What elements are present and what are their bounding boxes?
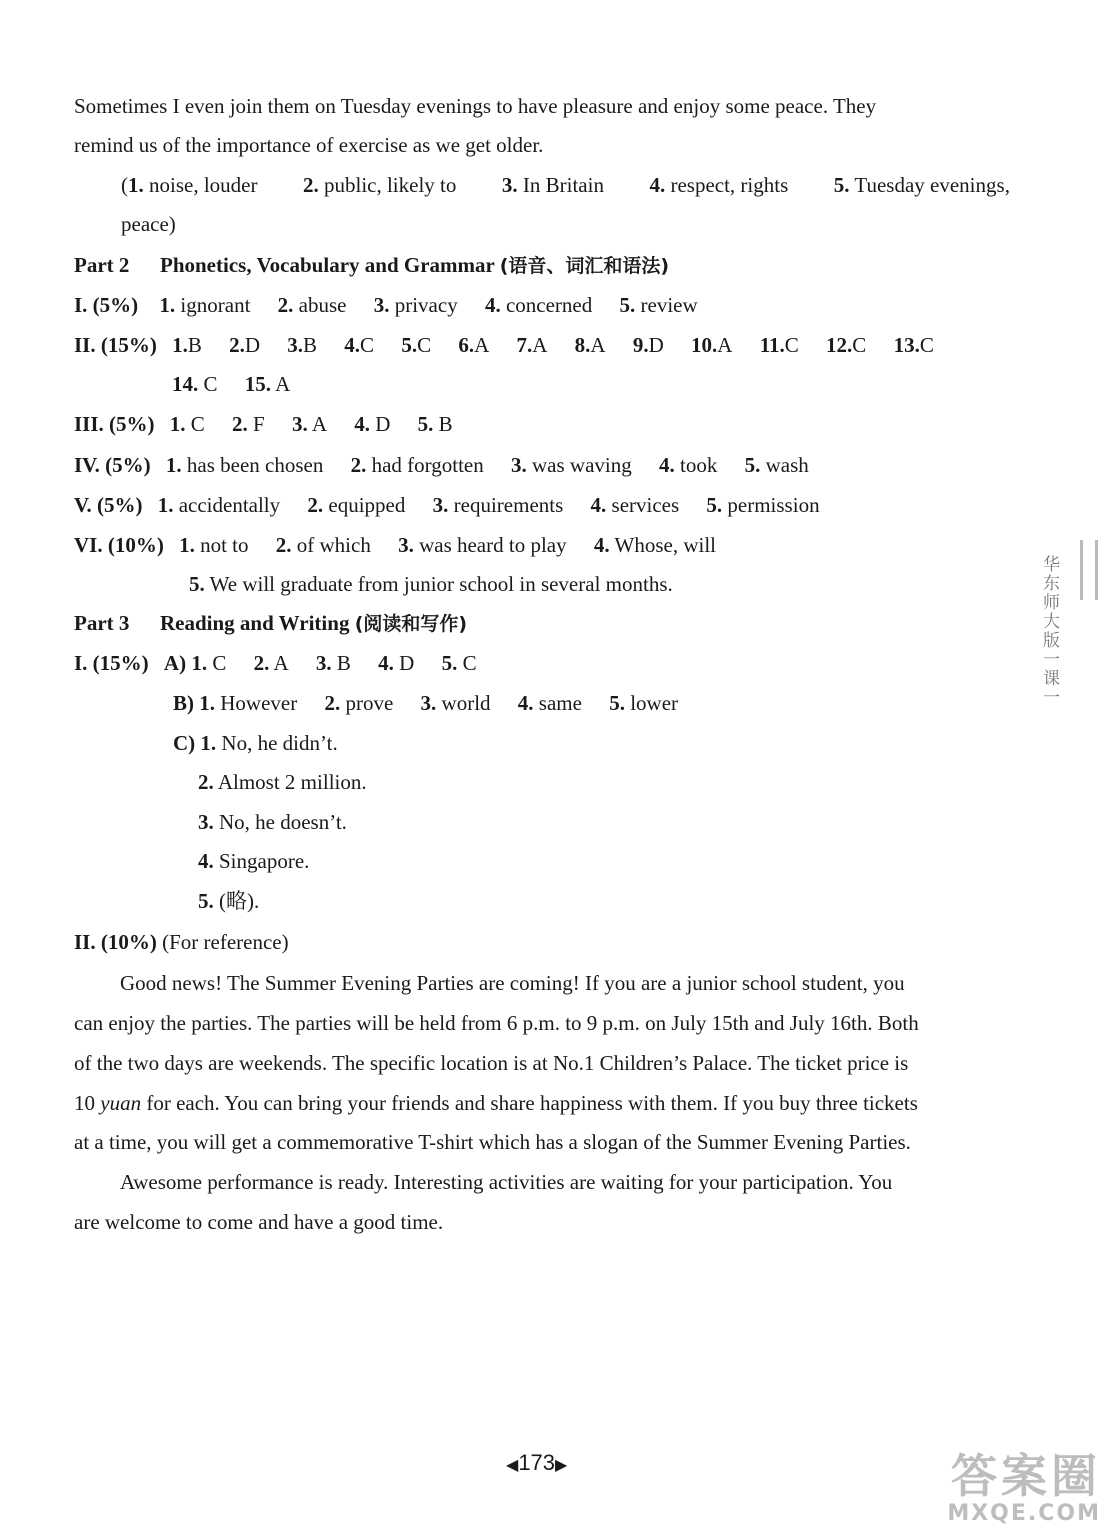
part3-section-1-c3: 3. No, he doesn’t. (198, 810, 347, 834)
watermark-logo: 答案圈 MXQE.COM (947, 1449, 1101, 1526)
intro-line-2: remind us of the importance of exercise as we get older. (74, 133, 544, 157)
part2-section-4: IV. (5%) 1. has been chosen 2. had forgotten 3. was waving 4. took 5. wash (74, 453, 809, 477)
part2-section-6: VI. (10%) 1. not to 2. of which 3. was heard to play 4. Whose, will (74, 533, 716, 557)
page-number: ◀173▶ (506, 1450, 568, 1475)
summary-item: 3. In Britain (501, 173, 604, 197)
summary-answers (121, 172, 1010, 198)
part3-heading: Part 3 Reading and Writing (阅读和写作) (74, 611, 468, 635)
summary-item: 4. respect, rights (649, 173, 789, 197)
margin-tab-rule (1080, 540, 1098, 600)
right-arrow-icon: ▶ (555, 1457, 568, 1474)
summary-tail: peace) (121, 212, 176, 236)
part3-section-1: I. (15%) A) 1. C 2. A 3. B 4. D 5. C (74, 651, 477, 675)
part3-section-1-b: B) 1. However 2. prove 3. world 4. same 5. lower (173, 691, 679, 715)
part2-section-3: III. (5%) 1. C 2. F 3. A 4. D 5. B (74, 412, 453, 436)
essay-line-6: Awesome performance is ready. Interesting activities are waiting for your participation. You (120, 1170, 893, 1194)
left-arrow-icon: ◀ (506, 1457, 519, 1474)
part3-section-1-c5: 5. (略). (198, 889, 260, 913)
part3-section-1-c4: 4. Singapore. (198, 849, 310, 873)
margin-series-label: 华东师大版一课一 (1039, 555, 1059, 707)
essay-line-2: can enjoy the parties. The parties will be held from 6 p.m. to 9 p.m. on July 15th and July 16th. Both (74, 1011, 919, 1035)
summary-item: (1. noise, louder (121, 173, 258, 197)
part2-section-2-cont: 14. C 15. A (172, 372, 291, 396)
summary-item: 2. public, likely to (302, 173, 457, 197)
essay-line-4: 10 yuan for each. You can bring your friends and share happiness with them. If you buy three tickets (74, 1091, 918, 1115)
part2-section-2: II. (15%) 1.B 2.D 3.B 4.C 5.C 6.A 7.A 8.A 9.D 10.A 11.C 12.C 13.C (74, 333, 934, 357)
part3-section-2-heading: II. (10%) (For reference) (74, 930, 289, 954)
intro-line-1: Sometimes I even join them on Tuesday evenings to have pleasure and enjoy some peace. They (74, 94, 877, 118)
part2-section-6-item5: 5. We will graduate from junior school in several months. (189, 572, 673, 596)
essay-line-1: Good news! The Summer Evening Parties are coming! If you are a junior school student, you (120, 971, 905, 995)
essay-line-5: at a time, you will get a commemorative T-shirt which has a slogan of the Summer Evening Parties. (74, 1130, 911, 1154)
part3-section-1-c1: C) 1. No, he didn’t. (173, 731, 338, 755)
essay-line-7: are welcome to come and have a good time. (74, 1210, 444, 1234)
part2-heading: Part 2 Phonetics, Vocabulary and Grammar (语音、词汇和语法) (74, 253, 670, 277)
part2-section-1: I. (5%) 1. ignorant 2. abuse 3. privacy 4. concerned 5. review (74, 293, 698, 317)
part2-section-5: V. (5%) 1. accidentally 2. equipped 3. requirements 4. services 5. permission (74, 493, 820, 517)
part3-section-1-c2: 2. Almost 2 million. (198, 770, 367, 794)
essay-line-3: of the two days are weekends. The specific location is at No.1 Children’s Palace. The ticket price is (74, 1051, 909, 1075)
summary-item: 5. Tuesday evenings, (833, 173, 1010, 197)
